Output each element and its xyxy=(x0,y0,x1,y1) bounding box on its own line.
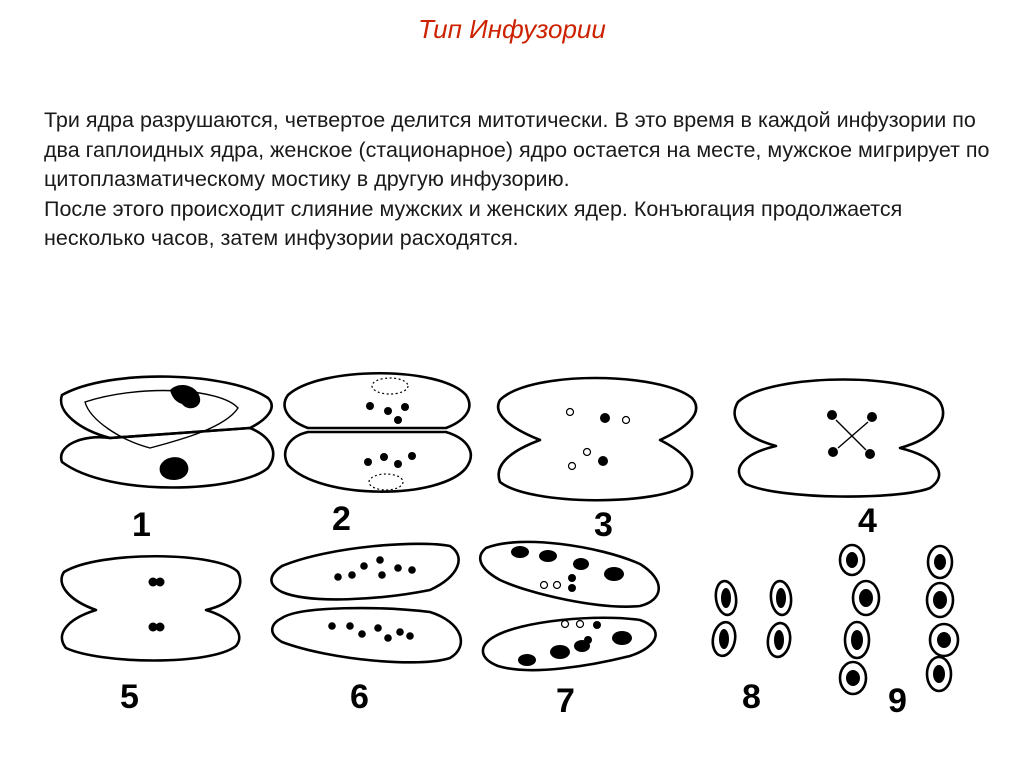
stage-6-label: 6 xyxy=(350,678,369,716)
stage-7-label: 7 xyxy=(556,682,575,720)
stage-2-label: 2 xyxy=(332,500,351,538)
stage-7-drawing xyxy=(480,542,659,670)
stage-5-label: 5 xyxy=(120,678,139,716)
stage-8-drawing xyxy=(710,580,793,659)
stage-3-drawing xyxy=(498,378,696,500)
paragraph-2: После этого происходит слияние мужских и женских ядер. Конъюгация продолжается несколько часов, затем инфузории расходятся. xyxy=(44,196,903,250)
stage-9-drawing xyxy=(840,545,958,694)
stage-4-drawing xyxy=(735,380,943,497)
stage-8-label: 8 xyxy=(742,678,761,716)
stage-1-drawing xyxy=(61,377,273,488)
stage-9-label: 9 xyxy=(888,682,907,720)
stage-1-label: 1 xyxy=(132,506,151,544)
page-title: Тип Инфузории xyxy=(418,14,606,44)
stage-4-label: 4 xyxy=(858,502,877,540)
stage-5-drawing xyxy=(62,556,241,660)
paragraph-1: Три ядра разрушаются, четвертое делится митотически. В это время в каждой инфузории по два гаплоидных ядра, женское (стационарное) ядро остается на месте, мужское мигрирует по цитоплазматическому мостику в другую инфузорию. xyxy=(44,108,990,191)
stage-6-drawing xyxy=(271,544,460,663)
stage-3-label: 3 xyxy=(594,506,613,544)
stage-2-drawing xyxy=(285,373,471,491)
